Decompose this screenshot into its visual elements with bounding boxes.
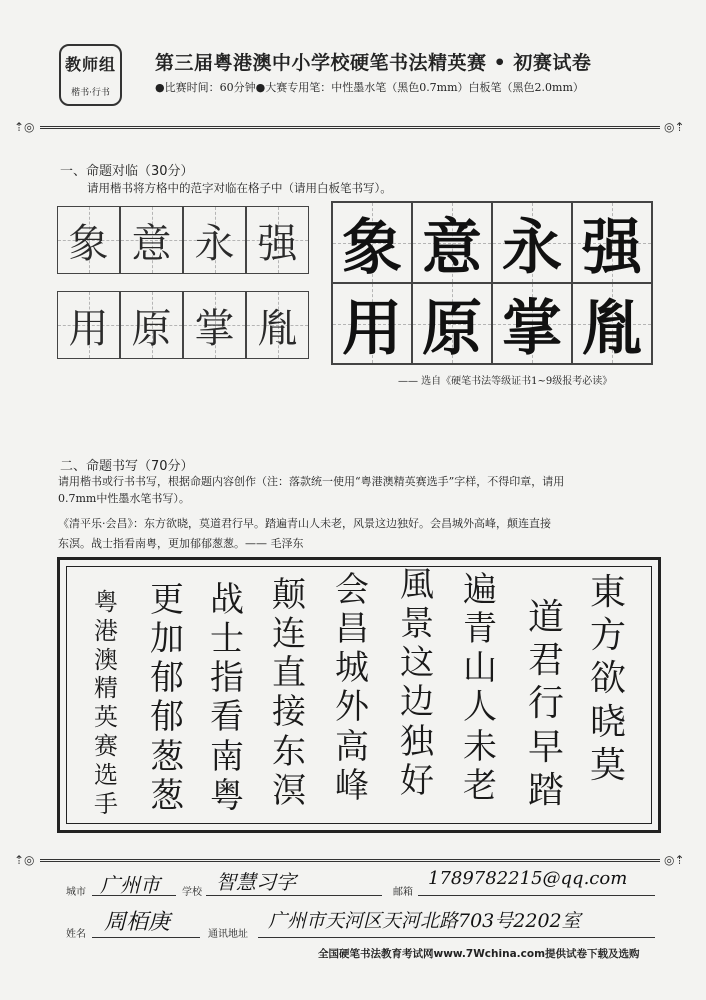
handwritten-char: 粤 [210,775,244,816]
header-divider [40,126,660,129]
footer-ornament-left-icon: ⇡◎ [14,853,35,867]
city-label: 城市 [66,887,86,898]
model-char-cell: 强 [246,206,309,274]
name-label: 姓名 [66,929,86,940]
handwritten-char: 手 [94,789,118,818]
handwritten-char: 未 [463,726,497,767]
poem-text [58,514,678,554]
handwriting-column [335,570,369,808]
handwritten-char: 澳 [94,645,118,674]
handwriting-column [94,590,118,820]
handwritten-char: 溟 [272,770,306,811]
practice-char-cell: 意 [412,202,492,283]
practice-char-cell: 掌 [492,283,572,364]
handwritten-char: 连 [272,614,306,655]
handwritten-char: 指 [210,658,244,699]
handwriting-column [210,580,244,818]
handwriting-column [150,580,184,818]
section1-instructions: 请用楷书将方格中的范字对临在格子中（请用白板笔书写）。 [87,181,392,195]
handwritten-char: 欲 [590,658,627,700]
handwritten-char: 早 [528,726,565,768]
handwritten-char: 精 [94,674,118,703]
practice-char-cell: 胤 [572,283,652,364]
handwritten-char: 葱 [150,775,184,816]
city-field[interactable]: 广州市 [100,873,160,897]
handwritten-char: 城 [335,648,369,689]
handwritten-char: 山 [463,648,497,689]
handwritten-char: 更 [150,580,184,620]
handwritten-char: 行 [528,683,565,725]
handwritten-char: 君 [528,640,565,682]
handwritten-char: 士 [210,619,244,660]
model-char-cell: 意 [120,206,183,274]
handwritten-char: 边 [400,682,434,723]
badge-script-types: 楷书·行书 [71,88,110,98]
practice-char-cell: 强 [572,202,652,283]
handwritten-char: 踏 [528,769,565,811]
handwritten-char: 風 [400,565,434,605]
page-title: 第三届粤港澳中小学校硬笔书法精英赛 • 初赛试卷 [155,52,592,74]
handwriting-column [528,597,565,816]
school-label: 学校 [182,887,202,898]
handwritten-char: 峰 [335,765,369,806]
handwritten-char: 高 [335,726,369,767]
handwritten-char: 郁 [150,697,184,738]
handwritten-char: 葱 [150,736,184,777]
practice-char-cell: 用 [332,283,412,364]
handwritten-char: 东 [272,731,306,772]
handwritten-char: 直 [272,653,306,694]
section2-instructions-line2: 0.7mm中性墨水笔书写）。 [58,492,190,505]
handwritten-char: 遍 [463,570,497,610]
badge-group-name: 教师组 [64,55,116,74]
handwritten-char: 景 [400,604,434,645]
handwritten-char: 赛 [94,731,118,760]
handwritten-char: 颠 [272,575,306,615]
handwritten-char: 青 [463,609,497,650]
handwritten-char: 道 [528,597,565,638]
rule-ornament-left-icon: ⇡◎ [14,120,35,134]
poem-line-1: 《清平乐·会昌》：东方欲晓，莫道君行早。踏遍青山人未老，风景这边独好。会昌城外高峰，颠连直接 [58,517,551,530]
address-field[interactable]: 广州市天河区天河北路703号2202室 [268,910,581,932]
handwritten-char: 外 [335,687,369,728]
email-label: 邮箱 [393,887,413,898]
school-field[interactable]: 智慧习字 [216,870,296,894]
source-citation: —— 选自《硬笔书法等级证书1~9级报考必读》 [398,376,613,387]
email-underline [418,895,655,896]
handwritten-char: 看 [210,697,244,738]
model-char-cell: 原 [120,291,183,359]
handwritten-char: 独 [400,721,434,762]
poem-line-2: 东溟。战士指看南粤，更加郁郁葱葱。—— 毛泽东 [58,537,304,550]
school-underline [206,895,382,896]
group-badge [59,44,122,106]
practice-char-cell: 原 [412,283,492,364]
model-char-cell: 胤 [246,291,309,359]
name-underline [92,937,200,938]
address-underline [258,937,655,938]
practice-char-cell: 象 [332,202,412,283]
footer-website-note: 全国硬笔书法教育考试网www.7Wchina.com提供试卷下载及选购 [318,948,640,960]
footer-ornament-right-icon: ◎⇡ [664,853,685,867]
practice-char-cell: 永 [492,202,572,283]
handwritten-char: 東 [590,572,627,613]
handwritten-char: 港 [94,616,118,645]
email-field[interactable]: 1789782215@qq.com [428,868,628,889]
handwritten-char: 方 [590,615,627,657]
handwriting-column [590,572,627,791]
address-label: 通讯地址 [208,929,248,940]
model-char-cell: 用 [57,291,120,359]
model-character-grid [57,206,309,359]
handwritten-char: 人 [463,687,497,728]
handwritten-char: 粤 [94,588,118,616]
handwritten-char: 加 [150,619,184,660]
handwritten-char: 会 [335,570,369,610]
handwritten-char: 晓 [590,701,627,743]
model-char-cell: 象 [57,206,120,274]
handwritten-char: 南 [210,736,244,777]
handwritten-char: 好 [400,760,434,801]
handwritten-char: 英 [94,703,118,732]
handwritten-char: 接 [272,692,306,733]
practice-character-grid [331,201,653,365]
model-char-cell: 永 [183,206,246,274]
handwriting-column [400,565,434,803]
handwriting-column [272,575,306,813]
handwriting-column [463,570,497,808]
model-char-cell: 掌 [183,291,246,359]
handwritten-char: 郁 [150,658,184,699]
handwritten-char: 昌 [335,609,369,650]
handwritten-char: 这 [400,643,434,684]
section2-instructions-line1: 请用楷书或行书书写，根据命题内容创作（注：落款统一使用“粤港澳精英赛选手”字样，不得印章，请用 [58,475,565,488]
section1-title: 一、命题对临（30分） [60,164,194,179]
rule-ornament-right-icon: ◎⇡ [664,120,685,134]
handwritten-char: 老 [463,765,497,806]
section2-title: 二、命题书写（70分） [60,459,194,474]
handwritten-char: 战 [210,580,244,620]
handwritten-char: 选 [94,760,118,789]
footer-divider [40,859,660,862]
page-subtitle: ●比赛时间：60分钟●大赛专用笔：中性墨水笔（黑色0.7mm）白板笔（黑色2.0mm） [155,81,584,94]
name-field[interactable]: 周栢庚 [104,910,171,935]
handwritten-char: 莫 [590,744,627,786]
